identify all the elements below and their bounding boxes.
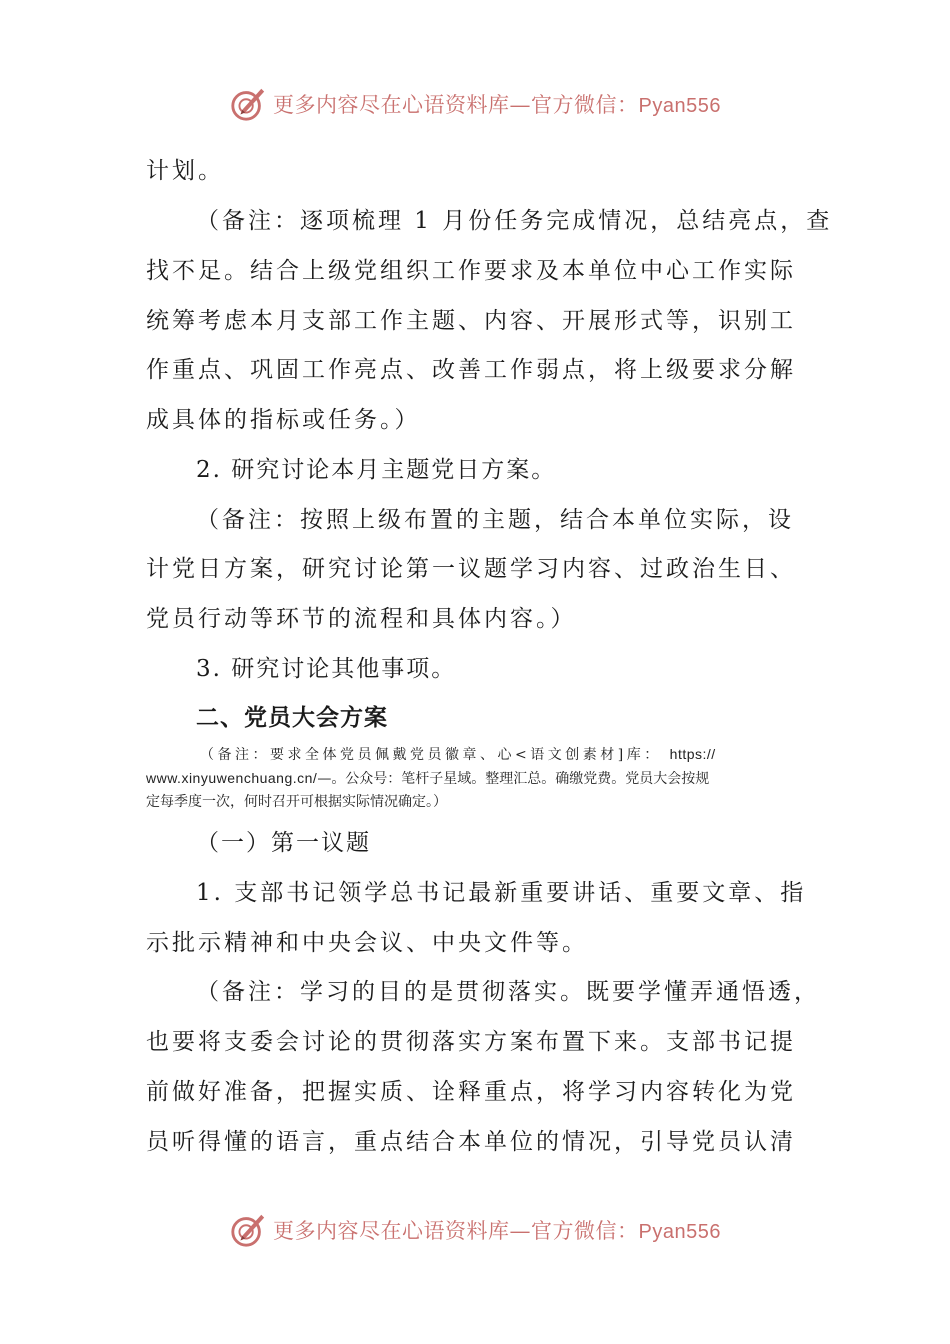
text-line: 员听得懂的语言，重点结合本单位的情况，引导党员认清 xyxy=(146,1129,796,1155)
note-url: https:// xyxy=(669,746,716,762)
text-line: 3. 研究讨论其他事项。 xyxy=(196,656,457,682)
text-line: 计划。 xyxy=(146,158,224,184)
section-heading: 二、党员大会方案 xyxy=(196,705,388,731)
wechat-id: Pyan556 xyxy=(638,95,721,117)
pen-logo-icon xyxy=(229,1211,267,1249)
text-line: 前做好准备，把握实质、诠释重点，将学习内容转化为党 xyxy=(146,1079,796,1105)
banner-label: 更多内容尽在心语资料库—官方微信： xyxy=(273,1219,639,1243)
wechat-id: Pyan556 xyxy=(638,1221,721,1243)
note-line xyxy=(200,744,716,765)
text-line: （备注：学习的目的是贯彻落实。既要学懂弄通悟透， xyxy=(196,979,820,1005)
note-text: —。公众号：笔杆子星域。整理汇总。确缴党费。党员大会按规 xyxy=(317,771,710,787)
pen-logo-icon xyxy=(229,85,267,123)
text-line: 也要将支委会讨论的贯彻落实方案布置下来。支部书记提 xyxy=(146,1029,796,1055)
banner-text xyxy=(273,1215,721,1245)
text-line: （备注：按照上级布置的主题，结合本单位实际，设 xyxy=(196,507,794,533)
subsection-heading: （一）第一议题 xyxy=(196,830,371,856)
text-line: （备注：逐项梳理 1 月份任务完成情况，总结亮点，查 xyxy=(196,208,833,234)
text-line: 计党日方案，研究讨论第一议题学习内容、过政治生日、 xyxy=(146,556,796,582)
note-line xyxy=(146,768,709,789)
text-line: 2. 研究讨论本月主题党日方案。 xyxy=(196,457,557,483)
text-line: 1. 支部书记领学总书记最新重要讲话、重要文章、指 xyxy=(196,880,807,906)
text-line: 作重点、巩固工作亮点、改善工作弱点，将上级要求分解 xyxy=(146,357,796,383)
text-line: 成具体的指标或任务。） xyxy=(146,407,421,433)
footer-banner xyxy=(0,1210,950,1250)
text-line: 统筹考虑本月支部工作主题、内容、开展形式等，识别工 xyxy=(146,308,796,334)
text-line: 找不足。结合上级党组织工作要求及本单位中心工作实际 xyxy=(146,258,796,284)
banner-text xyxy=(273,89,721,119)
note-line: 定每季度一次，何时召开可根据实际情况确定。） xyxy=(146,794,447,810)
banner-label: 更多内容尽在心语资料库—官方微信： xyxy=(273,93,639,117)
header-banner xyxy=(0,84,950,124)
note-url: www.xinyuwenchuang.cn/ xyxy=(146,770,318,786)
text-line: 示批示精神和中央会议、中央文件等。 xyxy=(146,930,588,956)
note-text: （备注：要求全体党员佩戴党员徽章、心<语文创素材]库： xyxy=(200,747,662,763)
text-line: 党员行动等环节的流程和具体内容。） xyxy=(146,606,577,632)
